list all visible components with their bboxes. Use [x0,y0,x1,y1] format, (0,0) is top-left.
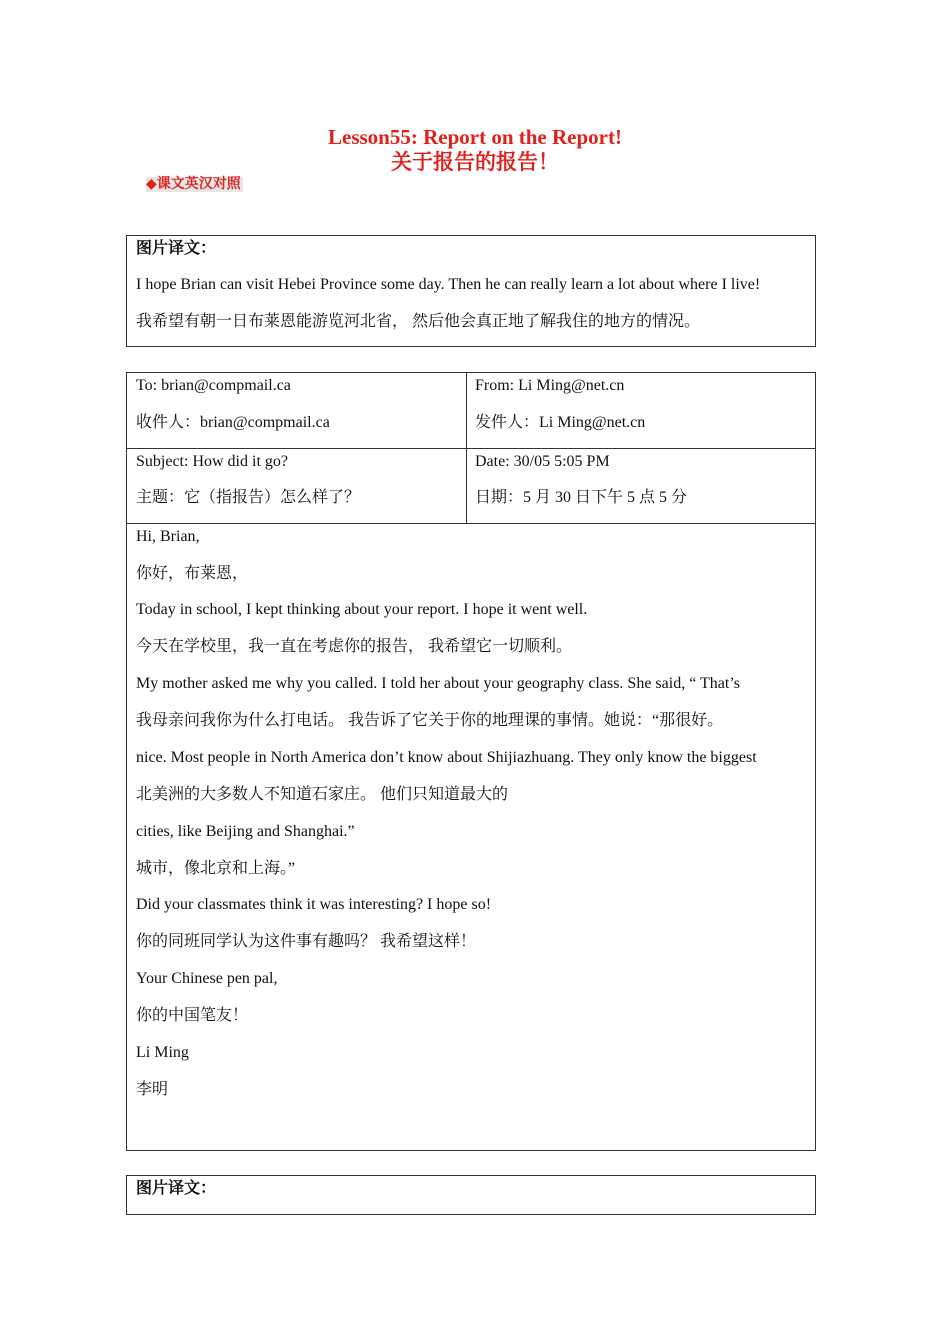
picture-caption-english: I hope Brian can visit Hebei Province some day. Then he can really learn a lot about where I live! [136,276,761,293]
email-body-line: 北美洲的大多数人不知道石家庄。 他们只知道最大的 [136,786,509,803]
email-date-chinese: 日期：5 月 30 日下午 5 点 5 分 [475,489,688,506]
email-body-line: Today in school, I kept thinking about your report. I hope it went well. [136,601,588,618]
email-body-line: 李明 [136,1081,169,1098]
email-body-line: Did your classmates think it was interesting? I hope so! [136,896,492,913]
diamond-bullet-icon: ◆ [146,177,157,192]
email-body-line: nice. Most people in North America don’t know about Shijiazhuang. They only know the biggest [136,749,757,766]
email-body-line: cities, like Beijing and Shanghai.” [136,823,355,840]
email-body-line: My mother asked me why you called. I told her about your geography class. She said, “ That’s [136,675,741,692]
email-body-line: Your Chinese pen pal, [136,970,278,987]
picture-translation-box [126,235,816,347]
section-label-text: 课文英汉对照 [156,177,241,192]
email-body-line: Hi, Brian, [136,528,200,545]
lesson-title-chinese: 关于报告的报告！ [391,150,559,174]
email-header-divider-2 [127,523,815,524]
email-date-english: Date: 30/05 5:05 PM [475,453,610,470]
email-body-line: 你的同班同学认为这件事有趣吗？ 我希望这样！ [136,933,477,950]
email-body-line: 城市，像北京和上海。” [136,860,296,877]
picture-translation-label: 图片译文： [136,240,217,257]
picture-translation-label: 图片译文： [136,1180,217,1197]
email-subject-english: Subject: How did it go? [136,453,288,470]
picture-translation-box-2 [126,1175,816,1215]
email-body-line: 今天在学校里，我一直在考虑你的报告， 我希望它一切顺利。 [136,638,573,655]
email-body-line: 你好，布莱恩， [136,565,249,582]
email-to-english: To: brian@compmail.ca [136,377,291,394]
email-box [126,372,816,1151]
email-subject-chinese: 主题：它（指报告）怎么样了？ [136,489,361,506]
section-label [146,176,243,194]
email-from-english: From: Li Ming@net.cn [475,377,625,394]
picture-caption-chinese: 我希望有朝一日布莱恩能游览河北省， 然后他会真正地了解我住的地方的情况。 [136,313,701,330]
lesson-title-english: Lesson55: Report on the Report! [328,125,622,149]
email-from-chinese: 发件人：Li Ming@net.cn [475,414,646,431]
email-body-line: 你的中国笔友！ [136,1007,249,1024]
email-to-chinese: 收件人：brian@compmail.ca [136,414,330,431]
email-body-line: Li Ming [136,1044,189,1061]
email-body-line: 我母亲问我你为什么打电话。 我告诉了它关于你的地理课的事情。她说：“那很好。 [136,712,724,729]
email-header-divider-1 [127,448,815,449]
